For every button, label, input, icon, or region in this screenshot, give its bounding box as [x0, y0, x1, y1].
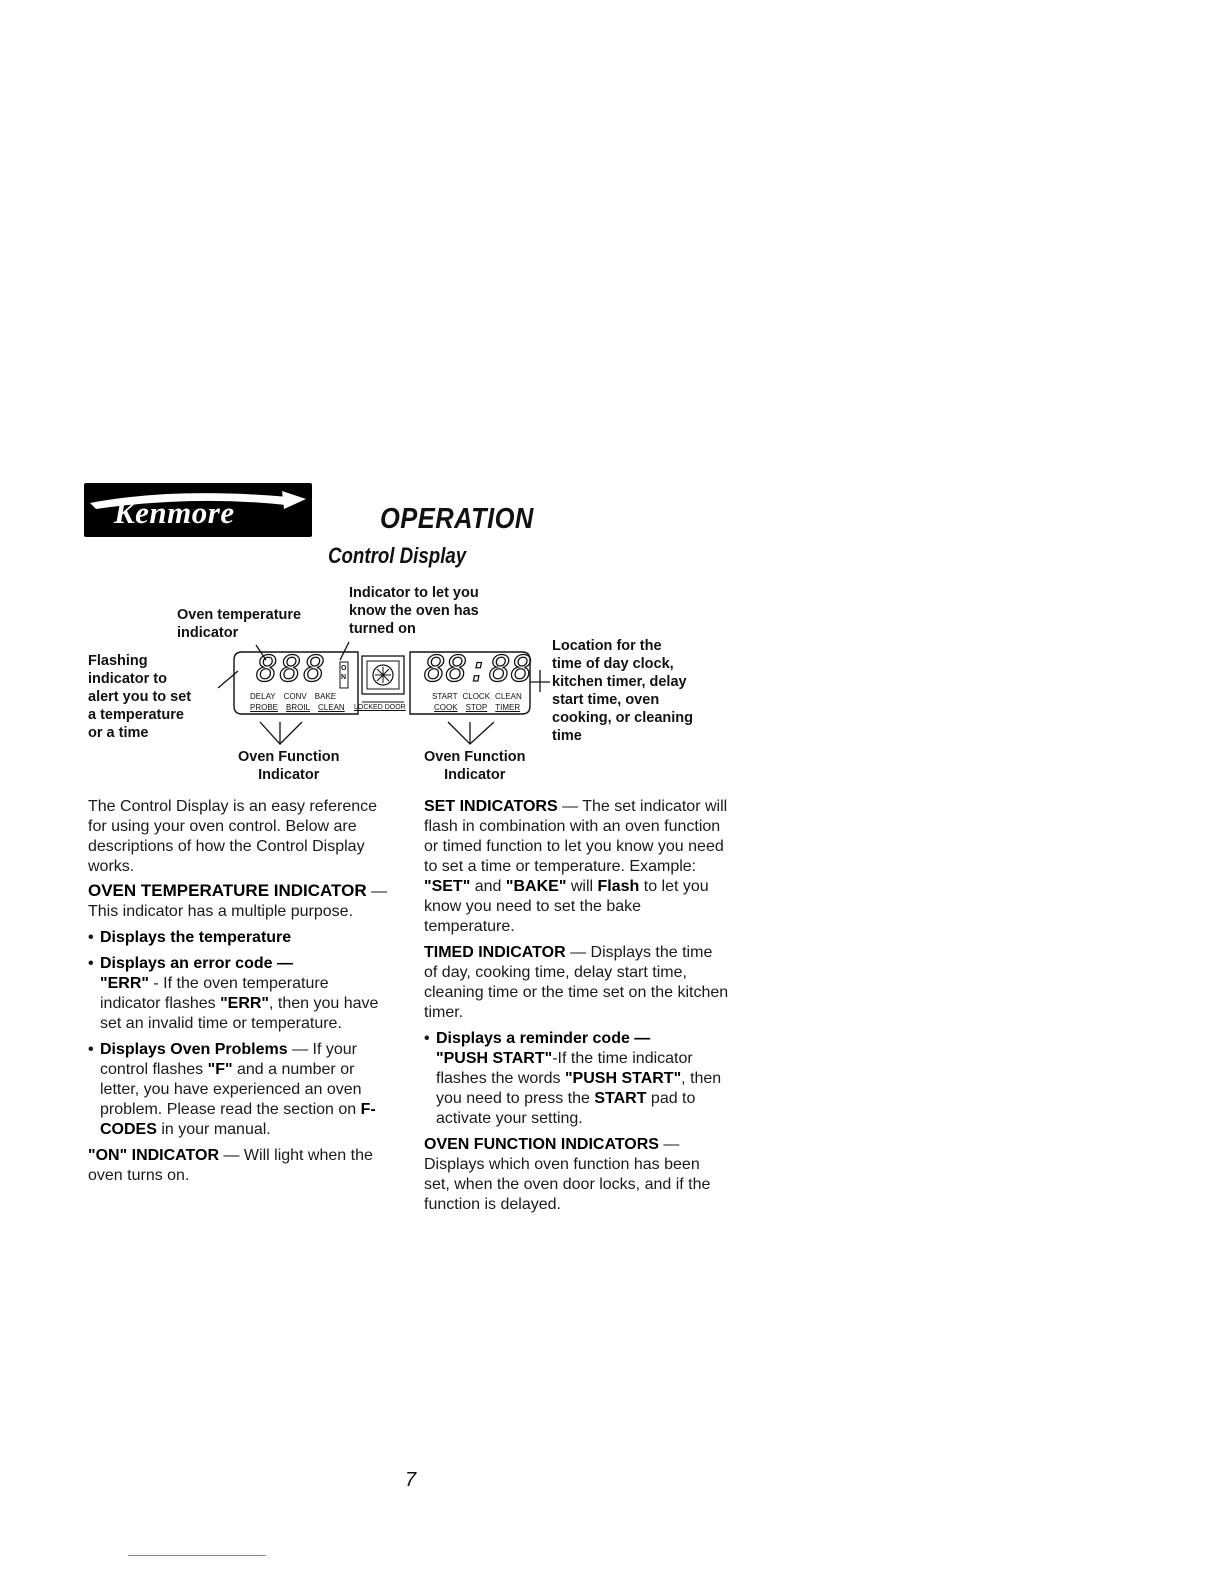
oven-problems-text-1: — If your control flashes — [100, 1041, 357, 1078]
oven-problems-text-2: and a number or letter, you have experienced an oven problem. Please read the section on — [100, 1061, 362, 1118]
on-indicator-paragraph — [88, 1146, 388, 1186]
err-text-1: - If the oven temperature indicator flashes — [100, 975, 329, 1012]
label-start: START — [432, 692, 458, 701]
section-title: Control Display — [328, 543, 467, 568]
f-code: "F" — [207, 1061, 233, 1078]
err-text-2: , then you have set an invalid time or temperature. — [100, 995, 379, 1032]
callout-oven-temperature: Oven temperature indicator — [177, 607, 302, 641]
left-top-labels — [250, 692, 336, 701]
oven-function-heading: OVEN FUNCTION INDICATORS — [424, 1136, 659, 1153]
footer-rule — [128, 1555, 266, 1556]
timed-indicator-paragraph — [424, 943, 729, 1023]
label-clock: CLOCK — [462, 692, 491, 701]
page-title: OPERATION — [380, 503, 534, 535]
right-bottom-labels — [434, 703, 520, 712]
intro-paragraph: The Control Display is an easy reference for using your oven control. Below are descriptions of how the Control Display works. — [88, 798, 378, 875]
label-locked-door: LOCKED DOOR — [354, 704, 406, 711]
bake-quote: "BAKE" — [505, 878, 567, 895]
on-indicator-label: ON — [341, 665, 347, 681]
bullet-error-code: • Displays an error code — "ERR" - If the oven temperature indicator flashes "ERR", then you have set an invalid time or temperature. — [88, 955, 379, 1032]
page-number: 7 — [405, 1469, 417, 1491]
set-indicators-paragraph — [424, 797, 729, 937]
logo-text: Kenmore — [114, 495, 235, 530]
push-start-code-2: "PUSH START" — [564, 1070, 682, 1087]
right-column — [424, 797, 729, 1221]
bullet-displays-temperature-text: Displays the temperature — [100, 929, 292, 946]
oven-temperature-paragraph — [88, 881, 388, 922]
bullet-error-code-title: Displays an error code — — [100, 955, 293, 972]
oven-temperature-text: — This indicator has a multiple purpose. — [88, 883, 388, 920]
label-bake: BAKE — [314, 692, 337, 701]
set-text-1: — The set indicator will flash in combination with an oven function or timed function to let you know you need to set a time or temperature. Example: — [424, 798, 728, 875]
set-and: and — [470, 878, 506, 895]
err-code-2: "ERR" — [220, 995, 270, 1012]
callout-function-right: Oven Function Indicator — [424, 749, 526, 783]
timed-indicator-text: — Displays the time of day, cooking time, delay start time, cleaning time or the time set on the kitchen timer. — [424, 944, 729, 1021]
temperature-digits: 888 — [256, 649, 328, 690]
label-clean-right: CLEAN — [495, 692, 522, 701]
set-text-2: to let you know you need to set the bake temperature. — [424, 878, 709, 935]
on-indicator-heading: "ON" INDICATOR — [88, 1147, 220, 1164]
bullet-displays-temperature: • Displays the temperature — [88, 929, 292, 946]
push-start-code: "PUSH START" — [436, 1050, 553, 1067]
bullet-oven-problems: • Displays Oven Problems — If your control flashes "F" and a number or letter, you have experienced an oven problem. Please read the section on F-CODES in your manual. — [88, 1041, 376, 1138]
timed-indicator-heading: TIMED INDICATOR — [424, 944, 566, 961]
oven-problems-text-3: in your manual. — [156, 1121, 271, 1138]
err-code: "ERR" — [100, 975, 149, 992]
start-pad: START — [594, 1090, 647, 1107]
oven-function-paragraph — [424, 1135, 729, 1215]
oven-problems-title: Displays Oven Problems — [100, 1041, 288, 1058]
callout-on-indicator: Indicator to let you know the oven has turned on — [349, 585, 479, 637]
label-broil: BROIL — [286, 703, 311, 712]
on-indicator-text: — Will light when the oven turns on. — [88, 1147, 373, 1184]
flash-word: Flash — [597, 878, 640, 895]
label-stop: STOP — [465, 703, 488, 712]
label-conv: CONV — [283, 692, 307, 701]
fan-icon — [375, 667, 391, 683]
label-cook: COOK — [434, 703, 458, 712]
set-indicators-heading: SET INDICATORS — [424, 798, 558, 815]
label-probe: PROBE — [250, 703, 279, 712]
label-clean: CLEAN — [318, 703, 345, 712]
label-delay: DELAY — [250, 692, 276, 701]
control-display-panel — [232, 648, 532, 718]
callout-function-left: Oven Function Indicator — [238, 749, 340, 783]
oven-temperature-heading: OVEN TEMPERATURE INDICATOR — [88, 881, 367, 900]
bullet-reminder-code: • Displays a reminder code — "PUSH START"-If the time indicator flashes the words "PUSH START", then you need to press the START pad to activate your setting. — [424, 1030, 722, 1127]
set-quote: "SET" — [424, 878, 471, 895]
reminder-text-2: , then you need to press the — [436, 1070, 722, 1107]
callout-flashing: Flashing indicator to alert you to set a temperature or a time — [88, 653, 192, 741]
label-timer: TIMER — [495, 703, 521, 712]
set-will: will — [566, 878, 598, 895]
reminder-text-3: pad to activate your setting. — [436, 1090, 696, 1127]
right-top-labels — [432, 692, 522, 701]
f-codes-reference: F-CODES — [100, 1101, 376, 1138]
reminder-title: Displays a reminder code — — [436, 1030, 651, 1047]
left-bottom-labels — [250, 703, 345, 712]
oven-function-text: — Displays which oven function has been set, when the oven door locks, and if the function is delayed. — [424, 1136, 711, 1213]
time-digits: 88:88 — [424, 649, 533, 690]
callout-location: Location for the time of day clock, kitchen timer, delay start time, oven cooking, or cleaning time — [552, 638, 693, 744]
reminder-text-1: -If the time indicator flashes the words — [436, 1050, 693, 1087]
left-column — [88, 797, 388, 1192]
